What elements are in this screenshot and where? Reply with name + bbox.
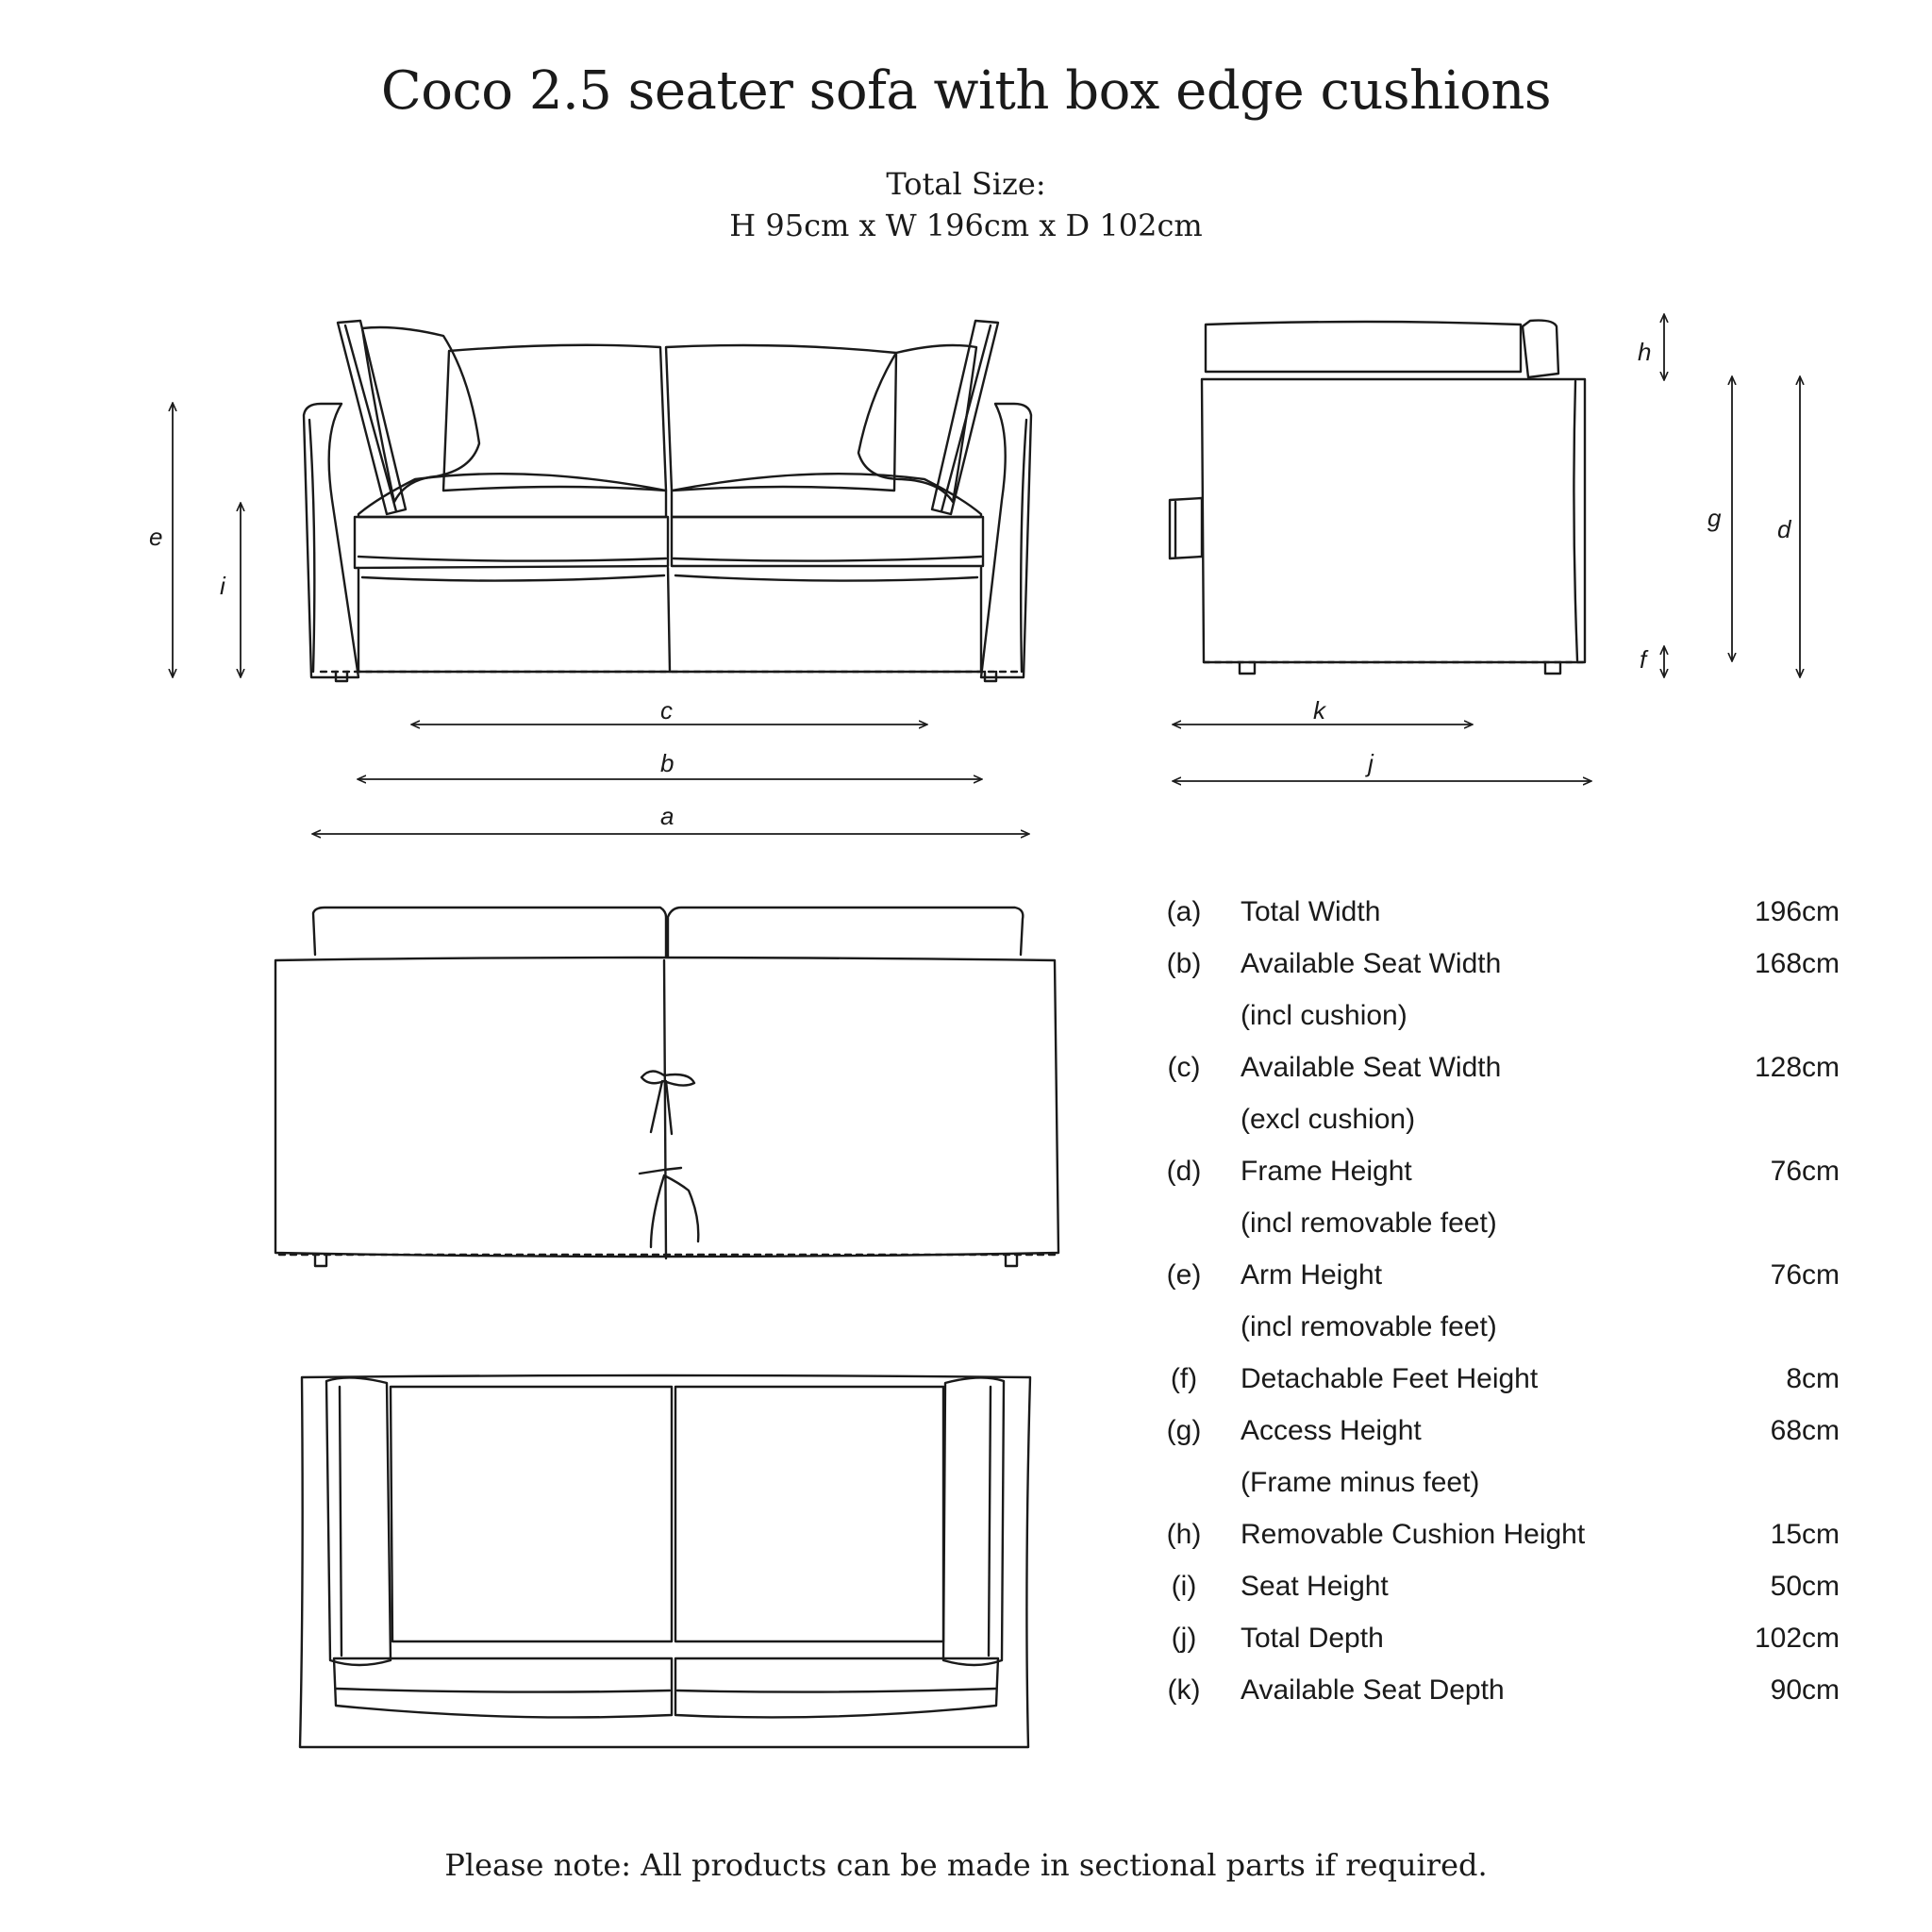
dim-label-d: d <box>1777 515 1791 543</box>
spec-label: Available Seat Width <box>1241 948 1502 979</box>
spec-letter: (d) <box>1166 1156 1202 1187</box>
spec-label: Total Depth <box>1241 1623 1384 1654</box>
spec-letter: (g) <box>1166 1415 1202 1446</box>
spec-letter: (c) <box>1167 1052 1201 1083</box>
page-title: Coco 2.5 seater sofa with box edge cushions <box>380 60 1552 122</box>
spec-letter: (f) <box>1170 1363 1198 1394</box>
dim-label-c: c <box>660 696 673 724</box>
top-view <box>300 1375 1030 1747</box>
spec-value: 68cm <box>1770 1415 1840 1446</box>
spec-letter: (e) <box>1166 1259 1202 1291</box>
spec-value: 76cm <box>1770 1259 1840 1291</box>
dim-label-b: b <box>660 749 675 777</box>
spec-letter: (j) <box>1171 1623 1197 1654</box>
spec-value: 8cm <box>1786 1363 1840 1394</box>
spec-value: 90cm <box>1770 1674 1840 1706</box>
total-size-value: H 95cm x W 196cm x D 102cm <box>729 208 1203 243</box>
spec-letter: (h) <box>1166 1519 1202 1550</box>
spec-row-i <box>1160 1571 1840 1623</box>
spec-row-g <box>1160 1415 1840 1519</box>
dim-label-f: f <box>1640 645 1647 674</box>
dim-label-i: i <box>220 572 225 600</box>
dimension-arrows <box>173 315 1800 834</box>
spec-label: Seat Height <box>1241 1571 1389 1602</box>
dim-label-h: h <box>1638 338 1652 366</box>
side-view <box>1170 321 1585 674</box>
spec-row-d <box>1160 1156 1840 1259</box>
spec-row-h <box>1160 1519 1840 1571</box>
spec-letter: (a) <box>1166 896 1202 927</box>
spec-row-j <box>1160 1623 1840 1674</box>
spec-sublabel: (incl removable feet) <box>1241 1311 1497 1342</box>
spec-label: Frame Height <box>1241 1156 1412 1187</box>
spec-value: 76cm <box>1770 1156 1840 1187</box>
spec-value: 50cm <box>1770 1571 1840 1602</box>
footer-note: Please note: All products can be made in sectional parts if required. <box>444 1847 1488 1883</box>
spec-row-k <box>1160 1674 1840 1726</box>
spec-row-b <box>1160 948 1840 1052</box>
spec-label: Arm Height <box>1241 1259 1383 1291</box>
spec-value: 15cm <box>1770 1519 1840 1550</box>
spec-letter: (b) <box>1166 948 1202 979</box>
spec-row-f <box>1160 1363 1840 1415</box>
spec-label: Total Width <box>1241 896 1381 927</box>
spec-letter: (i) <box>1171 1571 1197 1602</box>
spec-value: 102cm <box>1754 1623 1840 1654</box>
spec-sublabel: (excl cushion) <box>1241 1104 1416 1135</box>
spec-value: 196cm <box>1754 896 1840 927</box>
spec-row-c <box>1160 1052 1840 1156</box>
dim-label-a: a <box>660 802 675 830</box>
dim-label-e: e <box>149 523 163 551</box>
spec-label: Removable Cushion Height <box>1241 1519 1586 1550</box>
spec-value: 128cm <box>1754 1052 1840 1083</box>
spec-row-e <box>1160 1259 1840 1363</box>
front-view <box>304 321 1031 681</box>
spec-value: 168cm <box>1754 948 1840 979</box>
spec-letter: (k) <box>1167 1674 1201 1706</box>
spec-sublabel: (incl removable feet) <box>1241 1208 1497 1239</box>
spec-label: Access Height <box>1241 1415 1422 1446</box>
spec-sublabel: (Frame minus feet) <box>1241 1467 1480 1498</box>
spec-sublabel: (incl cushion) <box>1241 1000 1407 1031</box>
spec-label: Detachable Feet Height <box>1241 1363 1539 1394</box>
spec-row-a <box>1160 896 1840 948</box>
dim-label-j: j <box>1368 749 1374 777</box>
spec-label: Available Seat Width <box>1241 1052 1502 1083</box>
total-size-label: Total Size: <box>886 166 1046 202</box>
back-view <box>275 908 1058 1266</box>
dim-label-g: g <box>1707 504 1722 532</box>
dim-label-k: k <box>1313 696 1325 724</box>
spec-table <box>1160 896 1840 1726</box>
spec-label: Available Seat Depth <box>1241 1674 1505 1706</box>
